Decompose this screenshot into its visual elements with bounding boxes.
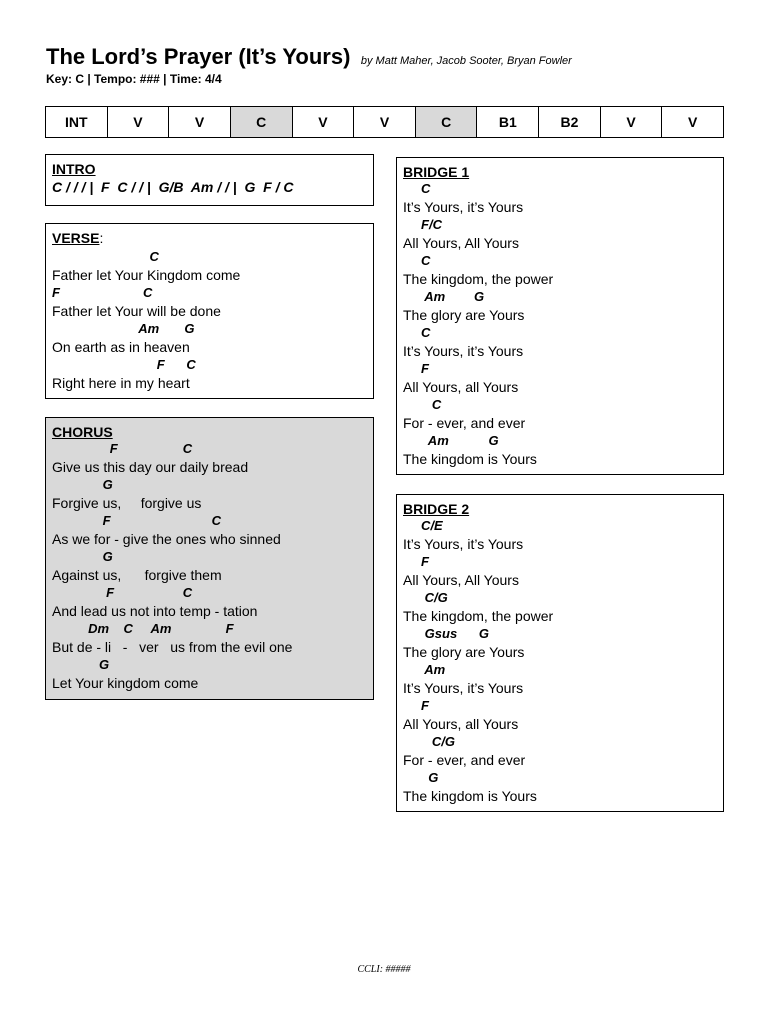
- bridge1-line: [403, 180, 717, 216]
- roadmap-cell: V: [661, 107, 723, 137]
- roadmap-cell: B2: [538, 107, 600, 137]
- ccli-footer: CCLI: #####: [357, 964, 411, 975]
- chord-line: C: [403, 253, 431, 268]
- chorus-line: [52, 512, 367, 548]
- chord-line: F: [403, 361, 429, 376]
- chord-line: C/G: [403, 734, 456, 749]
- lyric-line: But de - li - ver us from the evil one: [52, 639, 293, 655]
- title-block: [46, 44, 572, 70]
- bridge1-line: [403, 360, 717, 396]
- chorus-line: [52, 548, 367, 584]
- verse-title: VERSE: [52, 230, 100, 246]
- chorus-line: [52, 476, 367, 512]
- lyric-line: For - ever, and ever: [403, 752, 526, 768]
- verse-title-colon: :: [99, 230, 104, 246]
- chord-line: G: [403, 770, 439, 785]
- chord-line: Gsus G: [403, 626, 489, 641]
- chord-line: Am: [403, 662, 446, 677]
- lyric-line: The kingdom is Yours: [403, 788, 537, 804]
- lyric-line: All Yours, all Yours: [403, 716, 519, 732]
- chord-line: F: [403, 554, 429, 569]
- chorus-line: [52, 440, 367, 476]
- chord-line: C/G: [403, 590, 448, 605]
- song-title: The Lord’s Prayer (It’s Yours): [46, 44, 351, 69]
- roadmap-cell: C: [230, 107, 292, 137]
- chord-line: G: [52, 657, 110, 672]
- lyric-line: It’s Yours, it’s Yours: [403, 536, 524, 552]
- lyric-line: Father let Your will be done: [52, 303, 221, 319]
- bridge1-line: [403, 396, 717, 432]
- bridge2-line: [403, 733, 717, 769]
- bridge1-line: [403, 252, 717, 288]
- intro-chords: C / / / | F C / / | G/B Am / / | G F / C: [52, 179, 294, 195]
- chorus-line: [52, 656, 367, 692]
- bridge2-line: [403, 589, 717, 625]
- lyric-line: It’s Yours, it’s Yours: [403, 343, 524, 359]
- lyric-line: It’s Yours, it’s Yours: [403, 199, 524, 215]
- lyric-line: On earth as in heaven: [52, 339, 190, 355]
- bridge1-lines: [403, 180, 717, 468]
- chord-line: F C: [52, 585, 193, 600]
- lyric-line: All Yours, all Yours: [403, 379, 519, 395]
- lyric-line: Father let Your Kingdom come: [52, 267, 241, 283]
- song-authors: by Matt Maher, Jacob Sooter, Bryan Fowler: [360, 55, 572, 67]
- lyric-line: All Yours, All Yours: [403, 235, 519, 251]
- chord-line: Dm C Am F: [52, 621, 234, 636]
- lyric-line: Right here in my heart: [52, 375, 190, 391]
- bridge1-line: [403, 432, 717, 468]
- bridge2-line: [403, 697, 717, 733]
- verse-section: [45, 223, 374, 399]
- lyric-line: For - ever, and ever: [403, 415, 526, 431]
- intro-title: INTRO: [52, 161, 96, 177]
- bridge1-section: [396, 157, 724, 475]
- lyric-line: As we for - give the ones who sinned: [52, 531, 281, 547]
- song-meta: Key: C | Tempo: ### | Time: 4/4: [46, 72, 222, 86]
- roadmap-cell: V: [600, 107, 662, 137]
- chord-line: F/C: [403, 217, 442, 232]
- bridge2-line: [403, 769, 717, 805]
- chorus-section: [45, 417, 374, 700]
- chord-line: G: [52, 477, 113, 492]
- chord-line: Am G: [403, 289, 485, 304]
- roadmap-cell: B1: [476, 107, 538, 137]
- lyric-line: The glory are Yours: [403, 307, 525, 323]
- lyric-line: The kingdom is Yours: [403, 451, 537, 467]
- lyric-line: And lead us not into temp - tation: [52, 603, 258, 619]
- chord-line: C: [52, 249, 159, 264]
- chord-line: Am G: [403, 433, 499, 448]
- lyric-line: Give us this day our daily bread: [52, 459, 249, 475]
- intro-section: [45, 154, 374, 206]
- chord-line: C: [403, 325, 431, 340]
- bridge1-line: [403, 324, 717, 360]
- roadmap-cell: C: [415, 107, 477, 137]
- bridge2-line: [403, 661, 717, 697]
- lyric-line: The kingdom, the power: [403, 608, 554, 624]
- chord-line: C/E: [403, 518, 443, 533]
- verse-line: [52, 248, 367, 284]
- roadmap-cell: INT: [65, 114, 88, 130]
- roadmap-cell: V: [168, 107, 230, 137]
- bridge2-line: [403, 553, 717, 589]
- chord-line: F: [403, 698, 429, 713]
- verse-lines: [52, 248, 367, 392]
- chord-line: C: [403, 181, 431, 196]
- bridge1-line: [403, 216, 717, 252]
- chord-line: F C: [52, 357, 196, 372]
- verse-line: [52, 320, 367, 356]
- bridge2-lines: [403, 517, 717, 805]
- lyric-line: The kingdom, the power: [403, 271, 554, 287]
- chord-line: F C: [52, 513, 222, 528]
- roadmap-cell: V: [107, 107, 169, 137]
- bridge1-title: BRIDGE 1: [403, 164, 470, 180]
- lyric-line: It’s Yours, it’s Yours: [403, 680, 524, 696]
- roadmap: [45, 106, 724, 138]
- verse-line: [52, 284, 367, 320]
- lyric-line: Against us, forgive them: [52, 567, 222, 583]
- lyric-line: Forgive us, forgive us: [52, 495, 202, 511]
- lyric-line: All Yours, All Yours: [403, 572, 519, 588]
- chord-line: G: [52, 549, 113, 564]
- bridge2-line: [403, 625, 717, 661]
- roadmap-cell: V: [353, 107, 415, 137]
- bridge2-section: [396, 494, 724, 812]
- chorus-line: [52, 584, 367, 620]
- bridge2-line: [403, 517, 717, 553]
- chord-line: C: [403, 397, 442, 412]
- chord-line: Am G: [52, 321, 195, 336]
- verse-line: [52, 356, 367, 392]
- chorus-lines: [52, 440, 367, 692]
- chorus-title: CHORUS: [52, 424, 113, 440]
- chorus-line: [52, 620, 367, 656]
- lyric-line: The glory are Yours: [403, 644, 525, 660]
- chord-line: F C: [52, 285, 153, 300]
- bridge2-title: BRIDGE 2: [403, 501, 470, 517]
- lyric-line: Let Your kingdom come: [52, 675, 199, 691]
- chord-line: F C: [52, 441, 193, 456]
- bridge1-line: [403, 288, 717, 324]
- roadmap-cell: V: [292, 107, 354, 137]
